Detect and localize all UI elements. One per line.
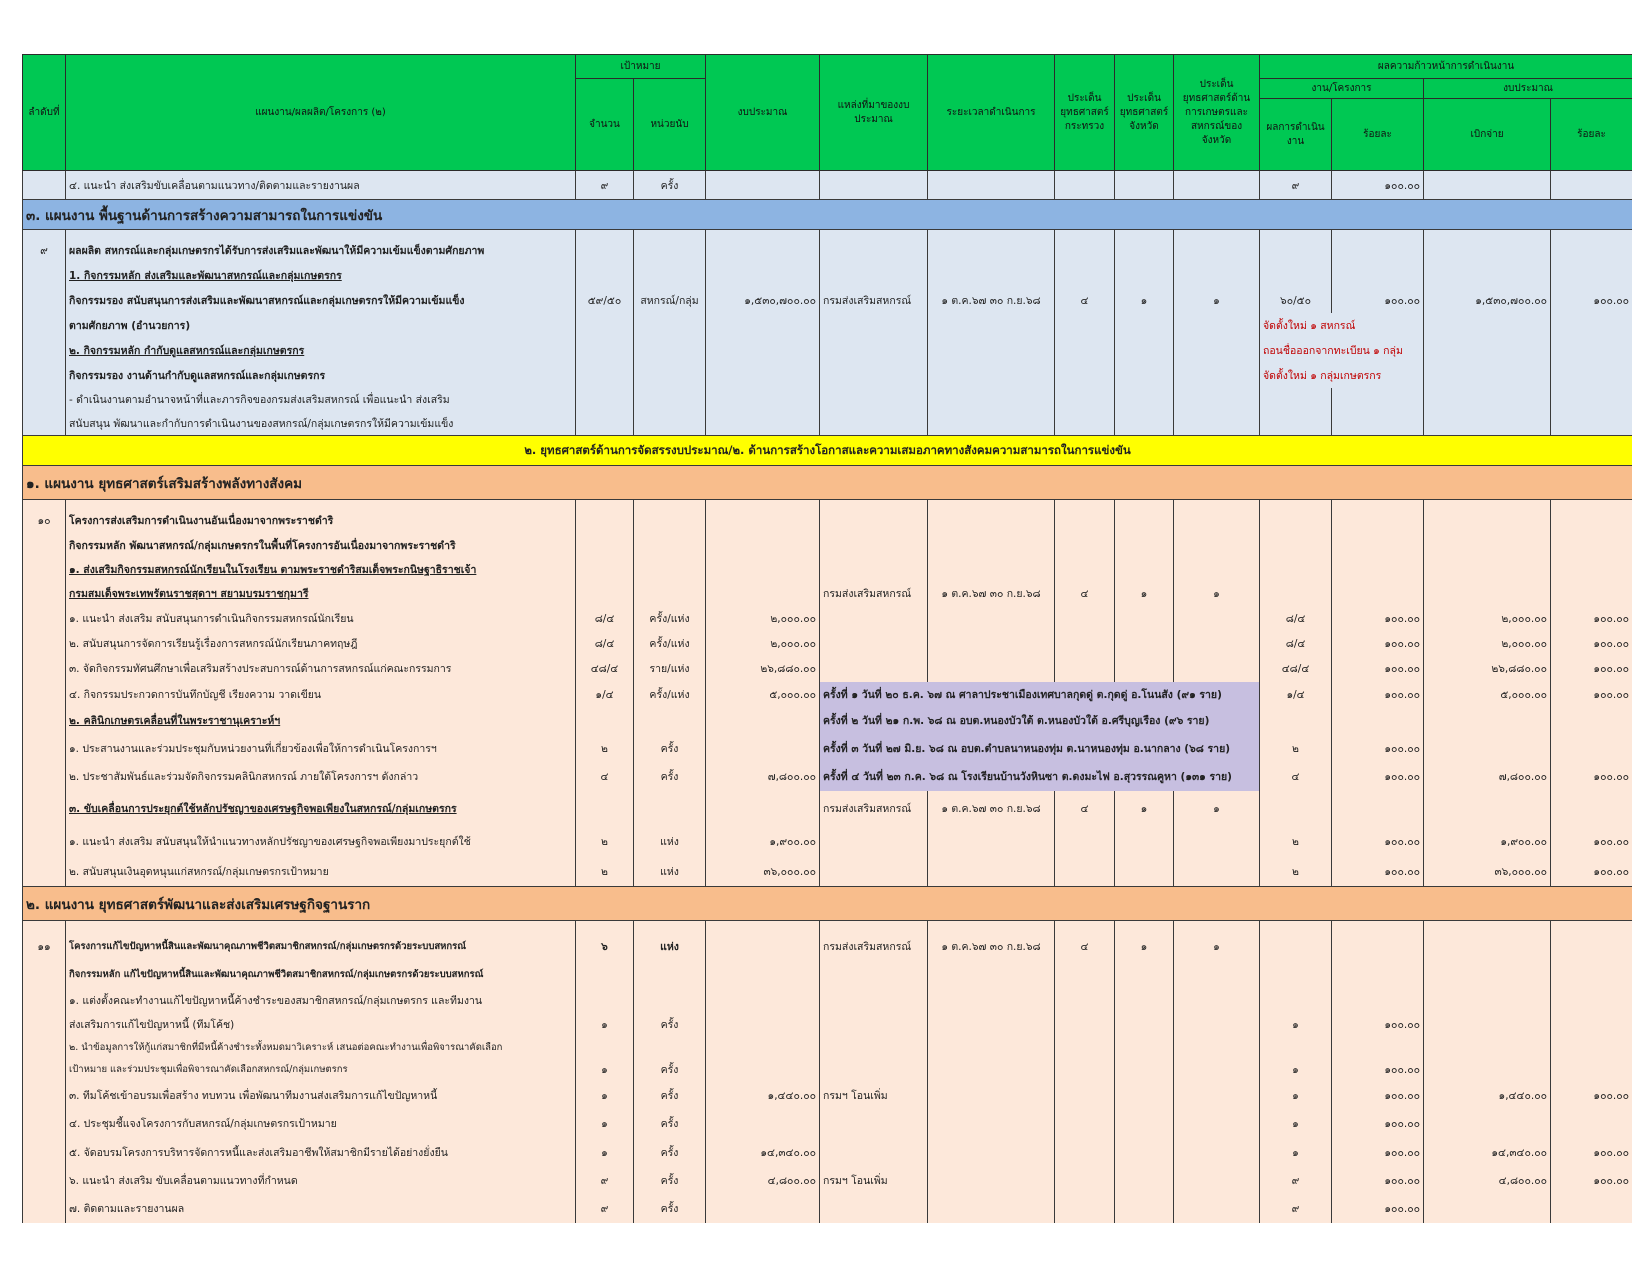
table-row <box>23 1058 1633 1081</box>
cell-pct: ๑๐๐.๐๐ <box>1332 1195 1424 1223</box>
row-text: ๑. แนะนำ ส่งเสริม สนับสนุนให้นำแนวทางหลักปรัชญาของเศรษฐกิจพอเพียงมาประยุกต์ใช้ <box>66 827 576 857</box>
cell-pct: ๑๐๐.๐๐ <box>1332 1167 1424 1195</box>
cell-budget: ๓๖,๐๐๐.๐๐ <box>706 857 820 887</box>
cell-unit: แห่ง <box>634 933 706 961</box>
section-row <box>23 200 1633 230</box>
row-text: กิจกรรมหลัก พัฒนาสหกรณ์/กลุ่มเกษตรกรในพื้นที่โครงการอันเนื่องมาจากพระราชดำริ <box>66 533 576 558</box>
cell-note: จัดตั้งใหม่ ๑ กลุ่มเกษตรกร <box>1260 363 1424 388</box>
cell-pct2: ๑๐๐.๐๐ <box>1551 606 1632 631</box>
cell-pct: ๑๐๐.๐๐ <box>1332 1058 1424 1081</box>
cell-budget: ๑,๙๐๐.๐๐ <box>706 827 820 857</box>
table-row <box>23 1013 1633 1037</box>
table-row <box>23 338 1633 363</box>
table-row <box>23 989 1633 1013</box>
table-row <box>23 388 1633 412</box>
cell-amount: ๙ <box>576 171 634 200</box>
cell-pct: ๑๐๐.๐๐ <box>1332 1081 1424 1110</box>
cell-amount: ๖ <box>576 933 634 961</box>
cell-result: ๑ <box>1260 1110 1332 1138</box>
row-text: เป้าหมาย และร่วมประชุมเพื่อพิจารณาคัดเลือกสหกรณ์/กลุ่มเกษตรกร <box>66 1058 576 1081</box>
cell-spent: ๗,๘๐๐.๐๐ <box>1424 763 1551 791</box>
cell-issue-coop: ๑ <box>1174 582 1260 606</box>
table-body <box>23 171 1633 1223</box>
row-text: กิจกรรมหลัก แก้ไขปัญหาหนี้สินและพัฒนาคุณภาพชีวิตสมาชิกสหกรณ์/กลุ่มเกษตรกรด้วยระบบสหกรณ์ <box>66 961 576 989</box>
table-row <box>23 263 1633 288</box>
cell-pct2: ๑๐๐.๐๐ <box>1551 857 1632 887</box>
table-row <box>23 533 1633 558</box>
cell-result: ๑ <box>1260 1058 1332 1081</box>
cell-budget: ๒,๐๐๐.๐๐ <box>706 631 820 656</box>
cell-spent: ๑,๙๐๐.๐๐ <box>1424 827 1551 857</box>
cell-budget: ๗,๘๐๐.๐๐ <box>706 763 820 791</box>
cell-unit: ครั้ง/แห่ง <box>634 682 706 708</box>
strategy-title: ๒. ยุทธศาสตร์ด้านการจัดสรรงบประมาณ/๒. ด้านการสร้างโอกาสและความเสมอภาคทางสังคมความสามารถในการแข่งขัน <box>23 436 1633 466</box>
cell-budget: ๒๖,๘๘๐.๐๐ <box>706 656 820 682</box>
cell-pct: ๑๐๐.๐๐ <box>1332 1110 1424 1138</box>
cell-budget: ๑๔,๓๔๐.๐๐ <box>706 1138 820 1167</box>
cell-pct2: ๑๐๐.๐๐ <box>1551 1138 1632 1167</box>
cell-result: ๙ <box>1260 1195 1332 1223</box>
row-text: ๗. ติดตามและรายงานผล <box>66 1195 576 1223</box>
cell-unit: ครั้ง/แห่ง <box>634 606 706 631</box>
row-text: ผลผลิต สหกรณ์และกลุ่มเกษตรกรได้รับการส่งเสริมและพัฒนาให้มีความเข้มแข็งตามศักยภาพ <box>66 238 576 263</box>
row-text: ๓. จัดกิจกรรมทัศนศึกษาเพื่อเสริมสร้างประสบการณ์ด้านการสหกรณ์แก่คณะกรรมการ <box>66 656 576 682</box>
cell-issue-ministry: ๔ <box>1055 933 1115 961</box>
cell-pct2: ๑๐๐.๐๐ <box>1551 827 1632 857</box>
cell-source: กรมฯ โอนเพิ่ม <box>820 1081 928 1110</box>
row-text: โครงการส่งเสริมการดำเนินงานอันเนื่องมาจากพระราชดำริ <box>66 508 576 533</box>
table-row <box>23 827 1633 857</box>
cell-amount: ๑ <box>576 1138 634 1167</box>
cell-result: ๑/๔ <box>1260 682 1332 708</box>
cell-pct: ๑๐๐.๐๐ <box>1332 1138 1424 1167</box>
cell-pct: ๑๐๐.๐๐ <box>1332 763 1424 791</box>
cell-budget: ๒,๐๐๐.๐๐ <box>706 606 820 631</box>
cell-amount: ๑ <box>576 1013 634 1037</box>
col-budget: งบประมาณ <box>706 55 820 171</box>
table-row <box>23 857 1633 887</box>
row-text: ๑. แต่งตั้งคณะทำงานแก้ไขปัญหาหนี้ค้างชำระของสมาชิกสหกรณ์/กลุ่มเกษตรกร และทีมงาน <box>66 989 576 1013</box>
col-target: เป้าหมาย <box>576 55 706 79</box>
cell-amount: ๑/๔ <box>576 682 634 708</box>
cell-issue-ministry: ๔ <box>1055 288 1115 313</box>
row-text: ส่งเสริมการแก้ไขปัญหาหนี้ (ทีมโค้ช) <box>66 1013 576 1037</box>
cell-amount: ๑ <box>576 1110 634 1138</box>
cell-issue-province: ๑ <box>1115 791 1174 827</box>
table-row <box>23 582 1633 606</box>
cell-amount: ๒ <box>576 827 634 857</box>
row-text: ๔. กิจกรรมประกวดการบันทึกบัญชี เรียงความ วาดเขียน <box>66 682 576 708</box>
clinic-note: ครั้งที่ ๓ วันที่ ๒๗ มิ.ย. ๖๘ ณ อบต.ตำบลนาหนองทุ่ม ต.นาหนองทุ่ม อ.นากลาง (๖๘ ราย) <box>820 734 1260 763</box>
cell-unit: ครั้ง <box>634 734 706 763</box>
table-row <box>23 1110 1633 1138</box>
cell-unit: ครั้ง <box>634 1081 706 1110</box>
cell-issue-ministry: ๔ <box>1055 582 1115 606</box>
cell-pct: ๑๐๐.๐๐ <box>1332 857 1424 887</box>
table-row <box>23 734 1633 763</box>
cell-no: ๑๑ <box>23 933 66 961</box>
col-issue-ministry: ประเด็นยุทธศาสตร์กระทรวง <box>1055 55 1115 171</box>
cell-spent: ๒๖,๘๘๐.๐๐ <box>1424 656 1551 682</box>
cell-unit: ครั้ง <box>634 1013 706 1037</box>
cell-budget: ๑,๕๓๐,๗๐๐.๐๐ <box>706 288 820 313</box>
cell-issue-coop: ๑ <box>1174 288 1260 313</box>
cell-issue-province: ๑ <box>1115 933 1174 961</box>
table-row <box>23 708 1633 734</box>
cell-issue-province: ๑ <box>1115 288 1174 313</box>
cell-pct2: ๑๐๐.๐๐ <box>1551 763 1632 791</box>
col-progress: ผลความก้าวหน้าการดำเนินงาน <box>1260 55 1632 79</box>
col-amount: จำนวน <box>576 79 634 171</box>
row-text: ๖. แนะนำ ส่งเสริม ขับเคลื่อนตามแนวทางที่กำหนด <box>66 1167 576 1195</box>
row-text: 1. กิจกรรมหลัก ส่งเสริมและพัฒนาสหกรณ์และกลุ่มเกษตรกร <box>66 263 576 288</box>
col-issue-coop: ประเด็นยุทธศาสตร์ด้านการเกษตรและสหกรณ์ของจังหวัด <box>1174 55 1260 171</box>
table-row <box>23 1037 1633 1058</box>
cell-result: ๑ <box>1260 1138 1332 1167</box>
row-text: ๔. ประชุมชี้แจงโครงการกับสหกรณ์/กลุ่มเกษตรกรเป้าหมาย <box>66 1110 576 1138</box>
cell-result: ๑ <box>1260 1013 1332 1037</box>
cell-pct: ๑๐๐.๐๐ <box>1332 171 1424 200</box>
clinic-note: ครั้งที่ ๒ วันที่ ๒๑ ก.พ. ๖๘ ณ อบต.หนองบัวใต้ ต.หนองบัวใต้ อ.ศรีบุญเรือง (๙๖ ราย) <box>820 708 1260 734</box>
table-row <box>23 1138 1633 1167</box>
row-text: - ดำเนินงานตามอำนาจหน้าที่และภารกิจของกรมส่งเสริมสหกรณ์ เพื่อแนะนำ ส่งเสริม <box>66 388 576 412</box>
table-row <box>23 508 1633 533</box>
col-period: ระยะเวลาดำเนินการ <box>928 55 1055 171</box>
col-no: ลำดับที่ <box>23 55 66 171</box>
row-text: ๓. ขับเคลื่อนการประยุกต์ใช้หลักปรัชญาของเศรษฐกิจพอเพียงในสหกรณ์/กลุ่มเกษตรกร <box>66 791 576 827</box>
cell-amount: ๑ <box>576 1081 634 1110</box>
col-pct2: ร้อยละ <box>1551 99 1632 171</box>
row-text: กิจกรรมรอง สนับสนุนการส่งเสริมและพัฒนาสหกรณ์และกลุ่มเกษตรกรให้มีความเข้มแข็ง <box>66 288 576 313</box>
cell-budget: ๑,๔๔๐.๐๐ <box>706 1081 820 1110</box>
cell-unit: แห่ง <box>634 857 706 887</box>
clinic-note: ครั้งที่ ๔ วันที่ ๒๓ ก.ค. ๖๘ ณ โรงเรียนบ้านวังหินซา ต.ดงมะไฟ อ.สุวรรณคูหา (๑๓๑ ราย) <box>820 763 1260 791</box>
cell-spent: ๕,๐๐๐.๐๐ <box>1424 682 1551 708</box>
table-row <box>23 606 1633 631</box>
col-source: แหล่งที่มาของงบประมาณ <box>820 55 928 171</box>
cell-spent: ๒,๐๐๐.๐๐ <box>1424 631 1551 656</box>
cell-amount: ๔ <box>576 763 634 791</box>
cell-amount: ๒ <box>576 857 634 887</box>
cell-spent: ๑๔,๓๔๐.๐๐ <box>1424 1138 1551 1167</box>
cell-pct: ๑๐๐.๐๐ <box>1332 288 1424 313</box>
cell-result: ๒ <box>1260 857 1332 887</box>
row-text: ๒. สนับสนุนการจัดการเรียนรู้เรื่องการสหกรณ์นักเรียนภาคทฤษฎี <box>66 631 576 656</box>
cell-spent: ๒,๐๐๐.๐๐ <box>1424 606 1551 631</box>
col-plan: แผนงาน/ผลผลิต/โครงการ (๒) <box>66 55 576 171</box>
cell-pct2: ๑๐๐.๐๐ <box>1551 1167 1632 1195</box>
cell-unit: แห่ง <box>634 827 706 857</box>
cell-pct2: ๑๐๐.๐๐ <box>1551 682 1632 708</box>
col-work: งาน/โครงการ <box>1260 79 1424 99</box>
row-text: ตามศักยภาพ (อำนวยการ) <box>66 313 576 338</box>
cell-period: ๑ ต.ค.๖๗ ๓๐ ก.ย.๖๘ <box>928 791 1055 827</box>
table-row <box>23 631 1633 656</box>
table-row <box>23 763 1633 791</box>
cell-spent: ๔,๘๐๐.๐๐ <box>1424 1167 1551 1195</box>
cell-pct: ๑๐๐.๐๐ <box>1332 656 1424 682</box>
section-title: ๒. แผนงาน ยุทธศาสตร์พัฒนาและส่งเสริมเศรษฐกิจฐานราก <box>23 887 1633 921</box>
cell-amount: ๑ <box>576 1058 634 1081</box>
cell-result: ๖๐/๕๐ <box>1260 288 1332 313</box>
cell-amount: ๕๙/๕๐ <box>576 288 634 313</box>
cell-pct2: ๑๐๐.๐๐ <box>1551 656 1632 682</box>
cell-no: ๑๐ <box>23 508 66 533</box>
cell-unit: สหกรณ์/กลุ่ม <box>634 288 706 313</box>
cell-no: ๙ <box>23 238 66 263</box>
row-text: ๒. คลินิกเกษตรเคลื่อนที่ในพระราชานุเคราะห์ฯ <box>66 708 576 734</box>
cell-period: ๑ ต.ค.๖๗ ๓๐ ก.ย.๖๘ <box>928 933 1055 961</box>
clinic-note: ครั้งที่ ๑ วันที่ ๒๐ ธ.ค. ๖๗ ณ ศาลาประชาเมืองเทศบาลกุดดู่ ต.กุดดู่ อ.โนนสัง (๙๑ ราย) <box>820 682 1260 708</box>
cell-result: ๔๘/๔ <box>1260 656 1332 682</box>
cell-pct: ๑๐๐.๐๐ <box>1332 1013 1424 1037</box>
cell-unit: ครั้ง <box>634 1167 706 1195</box>
row-text: โครงการแก้ไขปัญหาหนี้สินและพัฒนาคุณภาพชีวิตสมาชิกสหกรณ์/กลุ่มเกษตรกรด้วยระบบสหกรณ์ <box>66 933 576 961</box>
cell-spent: ๓๖,๐๐๐.๐๐ <box>1424 857 1551 887</box>
cell-amount: ๘/๔ <box>576 606 634 631</box>
cell-amount: ๒ <box>576 734 634 763</box>
cell-amount: ๙ <box>576 1195 634 1223</box>
cell-unit: ครั้ง <box>634 171 706 200</box>
cell-issue-coop: ๑ <box>1174 791 1260 827</box>
col-pct: ร้อยละ <box>1332 99 1424 171</box>
cell-source: กรมส่งเสริมสหกรณ์ <box>820 791 928 827</box>
cell-pct2: ๑๐๐.๐๐ <box>1551 288 1632 313</box>
row-text: ๑. ประสานงานและร่วมประชุมกับหน่วยงานที่เกี่ยวข้องเพื่อให้การดำเนินโครงการฯ <box>66 734 576 763</box>
row-text: กรมสมเด็จพระเทพรัตนราชสุดาฯ สยามบรมราชกุมารี <box>66 582 576 606</box>
cell-unit: ราย/แห่ง <box>634 656 706 682</box>
table-row <box>23 1195 1633 1223</box>
cell-pct: ๑๐๐.๐๐ <box>1332 606 1424 631</box>
cell-budget: ๔,๘๐๐.๐๐ <box>706 1167 820 1195</box>
cell-source: กรมส่งเสริมสหกรณ์ <box>820 582 928 606</box>
table-row <box>23 933 1633 961</box>
col-result: ผลการดำเนินงาน <box>1260 99 1332 171</box>
cell-pct: ๑๐๐.๐๐ <box>1332 631 1424 656</box>
cell-spent: ๑,๕๓๐,๗๐๐.๐๐ <box>1424 288 1551 313</box>
cell-source: กรมส่งเสริมสหกรณ์ <box>820 288 928 313</box>
cell-issue-province: ๑ <box>1115 582 1174 606</box>
row-text: สนับสนุน พัฒนาและกำกับการดำเนินงานของสหกรณ์/กลุ่มเกษตรกรให้มีความเข้มแข็ง <box>66 412 576 436</box>
table-row <box>23 961 1633 989</box>
cell-result: ๑ <box>1260 1081 1332 1110</box>
strategy-row <box>23 436 1633 466</box>
cell-pct2: ๑๐๐.๐๐ <box>1551 631 1632 656</box>
table-row <box>23 1081 1633 1110</box>
table-row <box>23 363 1633 388</box>
cell-unit: ครั้ง <box>634 1110 706 1138</box>
row-text: ๕. จัดอบรมโครงการบริหารจัดการหนี้และส่งเสริมอาชีพให้สมาชิกมีรายได้อย่างยั่งยืน <box>66 1138 576 1167</box>
cell-pct2: ๑๐๐.๐๐ <box>1551 1081 1632 1110</box>
section-row <box>23 887 1633 921</box>
col-money: งบประมาณ <box>1424 79 1632 99</box>
cell-amount: ๘/๔ <box>576 631 634 656</box>
table-row <box>23 656 1633 682</box>
table-row <box>23 791 1633 827</box>
cell-unit: ครั้ง <box>634 1058 706 1081</box>
cell-unit: ครั้ง/แห่ง <box>634 631 706 656</box>
cell-result: ๒ <box>1260 827 1332 857</box>
row-text: ๒. ประชาสัมพันธ์และร่วมจัดกิจกรรมคลินิกสหกรณ์ ภายใต้โครงการฯ ดังกล่าว <box>66 763 576 791</box>
table-row <box>23 313 1633 338</box>
cell-result: ๘/๔ <box>1260 631 1332 656</box>
row-text: ๒. กิจกรรมหลัก กำกับดูแลสหกรณ์และกลุ่มเกษตรกร <box>66 338 576 363</box>
row-text: กิจกรรมรอง งานด้านกำกับดูแลสหกรณ์และกลุ่มเกษตรกร <box>66 363 576 388</box>
table-row <box>23 288 1633 313</box>
cell-amount: ๔๘/๔ <box>576 656 634 682</box>
cell-amount: ๙ <box>576 1167 634 1195</box>
row-text: ๓. ทีมโค้ชเข้าอบรมเพื่อสร้าง ทบทวน เพื่อพัฒนาทีมงานส่งเสริมการแก้ไขปัญหาหนี้ <box>66 1081 576 1110</box>
cell-spent: ๑,๔๔๐.๐๐ <box>1424 1081 1551 1110</box>
table-row <box>23 238 1633 263</box>
row-text: ๑. แนะนำ ส่งเสริม สนับสนุนการดำเนินกิจกรรมสหกรณ์นักเรียน <box>66 606 576 631</box>
table-row <box>23 1167 1633 1195</box>
table-header <box>23 55 1633 171</box>
col-unit: หน่วยนับ <box>634 79 706 171</box>
cell-result: ๙ <box>1260 1167 1332 1195</box>
cell-result: ๙ <box>1260 171 1332 200</box>
cell-unit: ครั้ง <box>634 1195 706 1223</box>
section-title: ๑. แผนงาน ยุทธศาสตร์เสริมสร้างพลังทางสังคม <box>23 466 1633 500</box>
cell-period: ๑ ต.ค.๖๗ ๓๐ ก.ย.๖๘ <box>928 582 1055 606</box>
cell-result: ๒ <box>1260 734 1332 763</box>
report-table <box>22 54 1632 1223</box>
section-row <box>23 466 1633 500</box>
cell-unit: ครั้ง <box>634 763 706 791</box>
cell-period: ๑ ต.ค.๖๗ ๓๐ ก.ย.๖๘ <box>928 288 1055 313</box>
col-spent: เบิกจ่าย <box>1424 99 1551 171</box>
report-table-sheet <box>22 54 1632 1241</box>
table-row <box>23 412 1633 436</box>
table-row <box>23 558 1633 582</box>
cell-pct: ๑๐๐.๐๐ <box>1332 734 1424 763</box>
row-text: ๒. สนับสนุนเงินอุดหนุนแก่สหกรณ์/กลุ่มเกษตรกรเป้าหมาย <box>66 857 576 887</box>
row-text: ๔. แนะนำ ส่งเสริมขับเคลื่อนตามแนวทาง/ติดตามและรายงานผล <box>66 171 576 200</box>
cell-source: กรมฯ โอนเพิ่ม <box>820 1167 928 1195</box>
table-row <box>23 171 1633 200</box>
cell-issue-coop: ๑ <box>1174 933 1260 961</box>
section-title: ๓. แผนงาน พื้นฐานด้านการสร้างความสามารถในการแข่งขัน <box>23 200 1633 230</box>
table-row <box>23 682 1633 708</box>
cell-pct: ๑๐๐.๐๐ <box>1332 827 1424 857</box>
cell-pct: ๑๐๐.๐๐ <box>1332 682 1424 708</box>
row-text: ๑. ส่งเสริมกิจกรรมสหกรณ์นักเรียนในโรงเรียน ตามพระราชดำริสมเด็จพระกนิษฐาธิราชเจ้า <box>66 558 576 582</box>
cell-unit: ครั้ง <box>634 1138 706 1167</box>
cell-source: กรมส่งเสริมสหกรณ์ <box>820 933 928 961</box>
cell-result: ๘/๔ <box>1260 606 1332 631</box>
cell-note: ถอนชื่อออกจากทะเบียน ๑ กลุ่ม <box>1260 338 1424 363</box>
cell-result: ๔ <box>1260 763 1332 791</box>
cell-issue-ministry: ๔ <box>1055 791 1115 827</box>
col-issue-province: ประเด็นยุทธศาสตร์จังหวัด <box>1115 55 1174 171</box>
cell-note: จัดตั้งใหม่ ๑ สหกรณ์ <box>1260 313 1424 338</box>
cell-budget: ๕,๐๐๐.๐๐ <box>706 682 820 708</box>
row-text: ๒. นำข้อมูลการให้กู้แก่สมาชิกที่มีหนี้ค้างชำระทั้งหมดมาวิเคราะห์ เสนอต่อคณะทำงานเพื่อพิจารณาคัดเลือก <box>66 1037 576 1058</box>
